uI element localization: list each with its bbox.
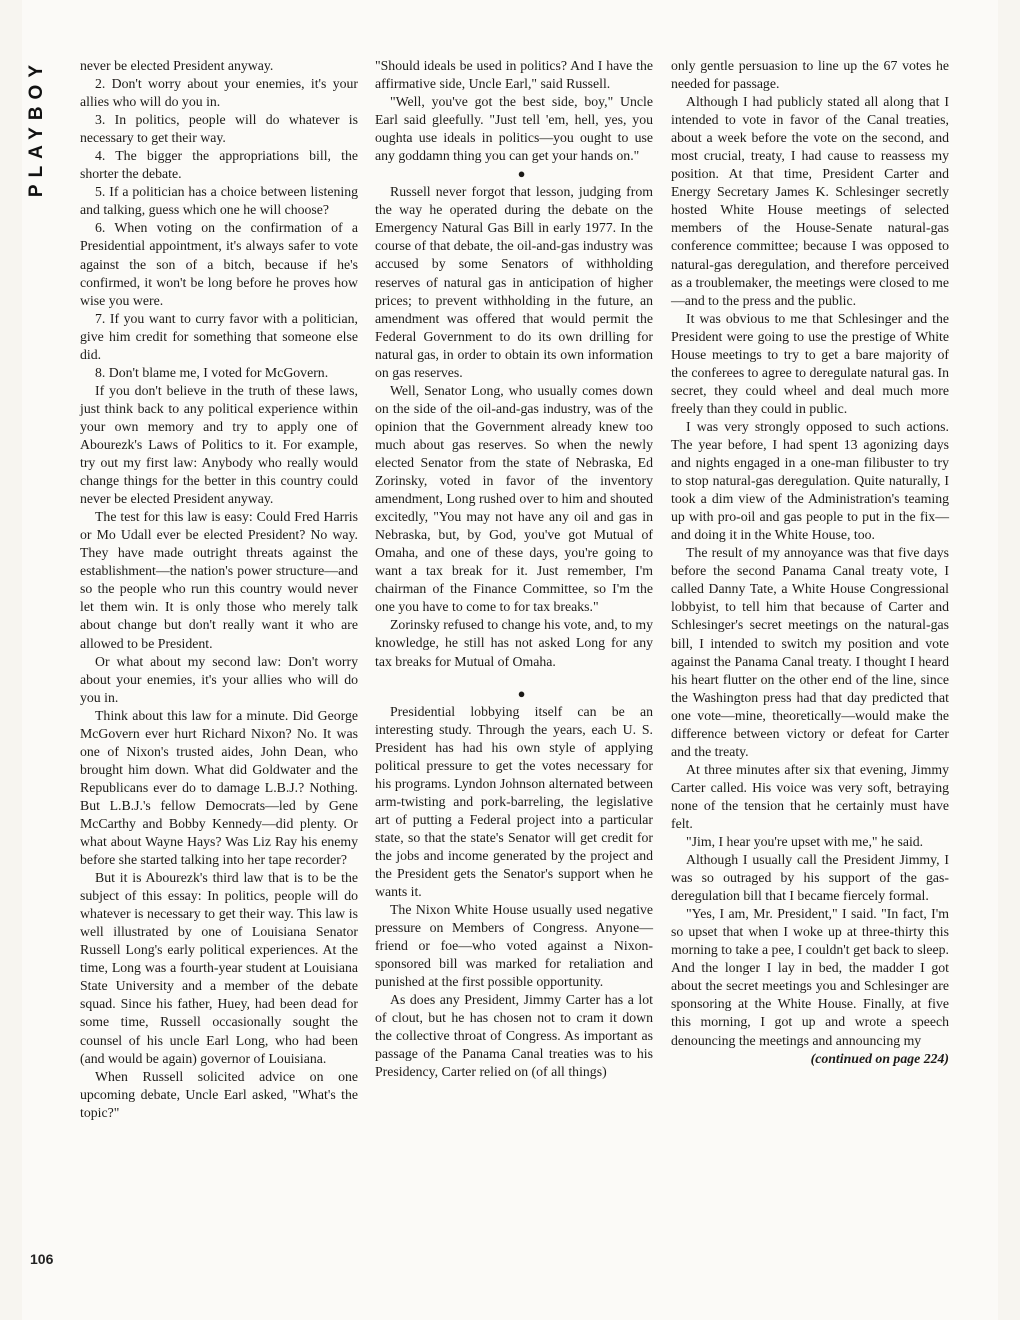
paragraph: 4. The bigger the appropriations bill, the shorter the debate.: [80, 148, 358, 182]
paragraph: 2. Don't worry about your enemies, it's your allies who will do you in.: [80, 76, 358, 110]
paragraph: "Yes, I am, Mr. President," I said. "In fact, I'm so upset that when I woke up at three-thirty this morning to take a pee, I couldn't get back to sleep. And the longer I lay in bed, the madder I got about the secret meetings you and Schlesinger are sponsoring at the White House. Finally, at five this morning, I got up and wrote a speech denouncing the meetings and announcing my: [671, 906, 949, 1048]
paragraph: It was obvious to me that Schlesinger and the President were going to use the prestige of White House meetings to try to get a bare majority of the conferees to agree to deregulate natural gas. In secret, they could wheel and deal much more freely than they could in public.: [671, 310, 949, 416]
column-2: [375, 57, 653, 1082]
paragraph: 7. If you want to curry favor with a politician, give him credit for something that someone else did.: [80, 310, 358, 362]
paragraph: only gentle persuasion to line up the 67 votes he needed for passage.: [671, 58, 949, 92]
paragraph: "Jim, I hear you're upset with me," he said.: [686, 834, 924, 850]
section-divider: ●: [517, 685, 526, 701]
paragraph: The test for this law is easy: Could Fred Harris or Mo Udall ever be elected President? No way. They have made outright threats against the establishment—the nation's power structure—and so the people who run this country would never let them win. It is only those who merely talk about change but don't really want it who are allowed to be President.: [80, 509, 358, 651]
section-divider: ●: [517, 166, 526, 182]
paragraph: 8. Don't blame me, I voted for McGovern.: [95, 364, 329, 380]
paragraph: The Nixon White House usually used negative pressure on Members of Congress. Anyone—friend or foe—who voted against a Nixon-sponsored bill was marked for retaliation and punished at the first possible opportunity.: [375, 902, 653, 990]
paragraph: But it is Abourezk's third law that is to be the subject of this essay: In politics, people will do whatever is necessary to get their way. This law is well illustrated by one of Louisiana Senator Russell Long's early political experiences. At the time, Long was a fourth-year student at Louisiana State University and a member of the debate squad. Since his father, Huey, had been dead for some time, Russell occasionally sought the counsel of his uncle Earl Long, who had been (and would be again) governor of Louisiana.: [80, 870, 358, 1066]
paragraph: The result of my annoyance was that five days before the second Panama Canal treaty vote, I called Danny Tate, a White House Congressional lobbyist, to tell him that because of Carter and Schlesinger's secret meetings on the natural-gas bill, I intended to switch my position and vote against the Panama Canal treaty. I thought I heard his heart flutter on the other end of the line, since the Washington press had that day predicted that one vote—mine, theoretically—would make the difference between victory or defeat for Carter and the treaty.: [671, 545, 949, 759]
paragraph: If you don't believe in the truth of these laws, just think back to any political experience within your own memory and try to apply one of Abourezk's Laws of Politics to it. For example, try out my first law: Anybody who really would change things for the better in this country could never be elected President anyway.: [80, 382, 358, 507]
paragraph: At three minutes after six that evening, Jimmy Carter called. His voice was very soft, betraying none of the tension that he certainly must have felt.: [671, 761, 949, 831]
paragraph: Or what about my second law: Don't worry about your enemies, it's your allies who will do you in.: [80, 653, 358, 705]
paragraph: 6. When voting on the confirmation of a Presidential appointment, it's always safer to vote against the son of a bitch, because if he's confirmed, it won't be long before he proves how wise you were.: [80, 220, 358, 308]
paragraph: 3. In politics, people will do whatever is necessary to get their way.: [80, 112, 358, 146]
paragraph: Although I usually call the President Jimmy, I was so outraged by his support of the gas-deregulation bill that I became fiercely formal.: [671, 852, 949, 904]
column-1: [80, 57, 358, 1122]
page-number: 106: [30, 1251, 54, 1267]
paragraph: As does any President, Jimmy Carter has a lot of clout, but he has chosen not to cram it down the collective throat of Congress. As important as passage of the Panama Canal treaties was to his Presidency, Carter relied on (of all things): [375, 992, 653, 1080]
paragraph: Although I had publicly stated all along that I intended to vote in favor of the Canal treaties, about a week before the vote on the second, and most crucial, treaty, I had cause to reassess my position. At that time, President Carter and Energy Secretary James K. Schlesinger secretly hosted White House meetings of selected members of the House-Senate natural-gas conference committee; because I was opposed to natural-gas deregulation, and therefore perceived as a troublemaker, the meetings were closed to me—and to the press and the public.: [671, 94, 949, 308]
spacer: [375, 671, 653, 685]
continued-note: (continued on page 224): [810, 1050, 949, 1066]
paragraph: Think about this law for a minute. Did George McGovern ever hurt Richard Nixon? No. It was one of Nixon's trusted aides, John Dean, who brought him down. What did Goldwater and the Republicans ever do to damage L.B.J.? Nothing. But L.B.J.'s fellow Democrats—led by Gene McCarthy and Bobby Kennedy—did plenty. Or what about Wayne Hays? Was Liz Ray his enemy before she started talking into her tape recorder?: [80, 707, 358, 868]
paragraph: Zorinsky refused to change his vote, and, to my knowledge, he still has not asked Long for any tax breaks for Mutual of Omaha.: [375, 617, 653, 669]
paragraph: Presidential lobbying itself can be an interesting study. Through the years, each U. S. President has had his own style of applying political pressure to get the votes necessary for his programs. Lyndon Johnson alternated between arm-twisting and pork-barreling, the legislative art of putting a Federal project into a particular state, so that the state's Senator will get credit for the jobs and income generated by the project and the President gets the Senator's support when he wants it.: [375, 703, 653, 900]
column-3: [671, 57, 949, 1068]
paragraph: When Russell solicited advice on one upcoming debate, Uncle Earl asked, "What's the topic?": [80, 1068, 358, 1120]
paragraph: 5. If a politician has a choice between listening and talking, guess which one he will choose?: [80, 184, 358, 218]
paragraph: Russell never forgot that lesson, judging from the way he operated during the debate on the Emergency Natural Gas Bill in early 1977. In the course of that debate, the oil-and-gas industry was accused by some Senators of withholding reserves of natural gas in anticipation of higher prices; to prevent withholding in the future, an amendment was offered that would permit the Federal Government to do its own drilling for natural gas, in order to obtain its own information on gas reserves.: [375, 184, 653, 380]
magazine-logo: PLAYBOY: [26, 58, 47, 198]
paragraph: never be elected President anyway.: [80, 58, 274, 73]
paragraph: I was very strongly opposed to such actions. The year before, I had spent 13 agonizing days and nights engaged in a one-man filibuster to try to stop natural-gas deregulation. Quite naturally, I took a dim view of the Administration's teaming up with pro-oil and gas people to put in the fix—and doing it in the White House, too.: [671, 418, 949, 543]
paragraph: "Should ideals be used in politics? And I have the affirmative side, Uncle Earl," said Russell.: [375, 58, 653, 92]
paragraph: "Well, you've got the best side, boy," Uncle Earl said gleefully. "Just tell 'em, hell, yes, you oughta use ideals in politics—you ought to use any goddamn thing you can get your hands on.": [375, 94, 653, 164]
paragraph: Well, Senator Long, who usually comes down on the side of the oil-and-gas industry, was of the opinion that the Government already knew too much about gas reserves. So when the newly elected Senator from the state of Nebraska, Ed Zorinsky, voted in favor of the inventory amendment, Long rushed over to him and shouted excitedly, "You may not have any oil and gas in Nebraska, but, by God, you've got Mutual of Omaha, and one of these days, you're going to want a tax break for it. Just remember, I'm chairman of the Finance Committee, so I'm the one you have to come to for tax breaks.": [375, 382, 653, 615]
